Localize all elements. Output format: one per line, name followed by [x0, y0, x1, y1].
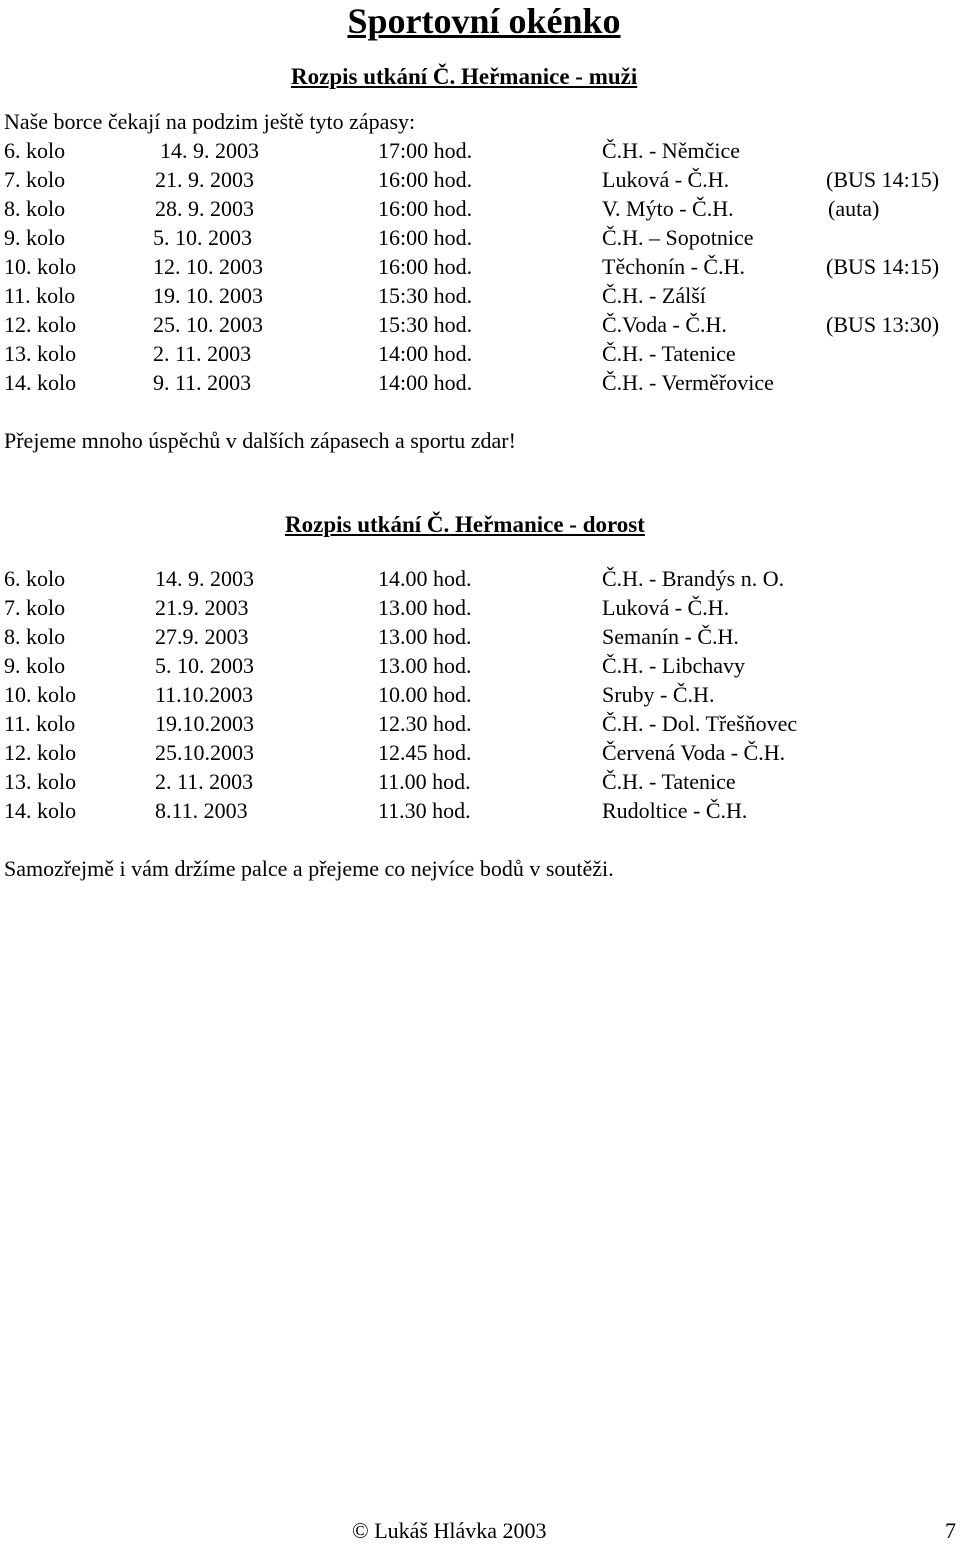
round-cell: 12. kolo	[4, 312, 77, 337]
round-cell: 6. kolo	[4, 566, 66, 591]
date-cell: 25. 10. 2003	[153, 312, 263, 337]
men-match-row	[0, 283, 960, 312]
round-cell: 14. kolo	[4, 798, 77, 823]
youth-match-row	[0, 566, 960, 595]
men-match-row	[0, 225, 960, 254]
match-cell: Č.H. – Sopotnice	[602, 225, 754, 250]
round-cell: 10. kolo	[4, 682, 77, 707]
time-cell: 13.00 hod.	[378, 624, 472, 649]
men-match-row	[0, 196, 960, 225]
round-cell: 8. kolo	[4, 624, 66, 649]
men-match-row	[0, 370, 960, 399]
time-cell: 12.45 hod.	[378, 740, 472, 765]
round-cell: 7. kolo	[4, 595, 66, 620]
date-cell: 2. 11. 2003	[153, 341, 252, 366]
match-cell: V. Mýto - Č.H.	[602, 196, 734, 221]
time-cell: 14:00 hod.	[378, 370, 473, 395]
men-schedule-heading: Rozpis utkání Č. Heřmanice - muži	[291, 64, 638, 89]
men-match-row	[0, 341, 960, 370]
transport-note-cell: (BUS 14:15)	[826, 167, 940, 192]
round-cell: 8. kolo	[4, 196, 66, 221]
match-cell: Sruby - Č.H.	[602, 682, 715, 707]
men-closing-text: Přejeme mnoho úspěchů v dalších zápasech a sportu zdar!	[4, 428, 516, 453]
date-cell: 9. 11. 2003	[153, 370, 252, 395]
date-cell: 27.9. 2003	[155, 624, 249, 649]
time-cell: 13.00 hod.	[378, 653, 472, 678]
time-cell: 16:00 hod.	[378, 167, 473, 192]
footer-author: © Lukáš Hlávka 2003	[352, 1518, 547, 1543]
page-number: 7	[945, 1518, 956, 1543]
time-cell: 17:00 hod.	[378, 138, 473, 163]
time-cell: 14:00 hod.	[378, 341, 473, 366]
round-cell: 12. kolo	[4, 740, 77, 765]
round-cell: 7. kolo	[4, 167, 66, 192]
date-cell: 8.11. 2003	[155, 798, 248, 823]
round-cell: 13. kolo	[4, 769, 77, 794]
date-cell: 12. 10. 2003	[153, 254, 263, 279]
time-cell: 12.30 hod.	[378, 711, 472, 736]
match-cell: Č.H. - Němčice	[602, 138, 741, 163]
youth-closing-text: Samozřejmě i vám držíme palce a přejeme co nejvíce bodů v soutěži.	[4, 856, 614, 881]
date-cell: 14. 9. 2003	[160, 138, 259, 163]
time-cell: 16:00 hod.	[378, 196, 473, 221]
page-title: Sportovní okénko	[347, 1, 621, 41]
men-match-row	[0, 138, 960, 167]
date-cell: 14. 9. 2003	[155, 566, 254, 591]
youth-match-row	[0, 740, 960, 769]
round-cell: 6. kolo	[4, 138, 66, 163]
men-intro-text: Naše borce čekají na podzim ještě tyto zápasy:	[4, 109, 416, 134]
date-cell: 5. 10. 2003	[153, 225, 252, 250]
transport-note-cell: (auta)	[828, 196, 880, 221]
match-cell: Č.H. - Verměřovice	[602, 370, 774, 395]
match-cell: Semanín - Č.H.	[602, 624, 739, 649]
date-cell: 11.10.2003	[155, 682, 254, 707]
youth-match-row	[0, 769, 960, 798]
youth-match-row	[0, 624, 960, 653]
match-cell: Luková - Č.H.	[602, 595, 730, 620]
match-cell: Č.H. - Dol. Třešňovec	[602, 711, 798, 736]
date-cell: 5. 10. 2003	[155, 653, 254, 678]
time-cell: 14.00 hod.	[378, 566, 472, 591]
match-cell: Rudoltice - Č.H.	[602, 798, 748, 823]
youth-match-row	[0, 798, 960, 827]
match-cell: Č.H. - Brandýs n. O.	[602, 566, 785, 591]
match-cell: Č.Voda - Č.H.	[602, 312, 727, 337]
time-cell: 16:00 hod.	[378, 225, 473, 250]
match-cell: Č.H. - Tatenice	[602, 341, 736, 366]
match-cell: Č.H. - Zálší	[602, 283, 706, 308]
time-cell: 10.00 hod.	[378, 682, 472, 707]
date-cell: 21. 9. 2003	[155, 167, 254, 192]
match-cell: Č.H. - Libchavy	[602, 653, 745, 678]
round-cell: 13. kolo	[4, 341, 77, 366]
men-match-row	[0, 312, 960, 341]
round-cell: 10. kolo	[4, 254, 77, 279]
time-cell: 11.30 hod.	[378, 798, 471, 823]
date-cell: 21.9. 2003	[155, 595, 249, 620]
men-match-row	[0, 167, 960, 196]
time-cell: 15:30 hod.	[378, 283, 473, 308]
date-cell: 28. 9. 2003	[155, 196, 254, 221]
transport-note-cell: (BUS 13:30)	[826, 312, 940, 337]
youth-match-row	[0, 711, 960, 740]
date-cell: 19.10.2003	[155, 711, 254, 736]
men-match-row	[0, 254, 960, 283]
match-cell: Luková - Č.H.	[602, 167, 730, 192]
youth-schedule-heading: Rozpis utkání Č. Heřmanice - dorost	[285, 512, 645, 537]
youth-match-row	[0, 682, 960, 711]
round-cell: 11. kolo	[4, 711, 76, 736]
match-cell: Těchonín - Č.H.	[602, 254, 745, 279]
date-cell: 25.10.2003	[155, 740, 254, 765]
match-cell: Č.H. - Tatenice	[602, 769, 736, 794]
date-cell: 2. 11. 2003	[155, 769, 254, 794]
transport-note-cell: (BUS 14:15)	[826, 254, 940, 279]
round-cell: 14. kolo	[4, 370, 77, 395]
youth-match-row	[0, 595, 960, 624]
round-cell: 9. kolo	[4, 653, 66, 678]
time-cell: 13.00 hod.	[378, 595, 472, 620]
time-cell: 16:00 hod.	[378, 254, 473, 279]
match-cell: Červená Voda - Č.H.	[602, 740, 786, 765]
date-cell: 19. 10. 2003	[153, 283, 263, 308]
youth-match-row	[0, 653, 960, 682]
time-cell: 11.00 hod.	[378, 769, 471, 794]
round-cell: 11. kolo	[4, 283, 76, 308]
time-cell: 15:30 hod.	[378, 312, 473, 337]
round-cell: 9. kolo	[4, 225, 66, 250]
